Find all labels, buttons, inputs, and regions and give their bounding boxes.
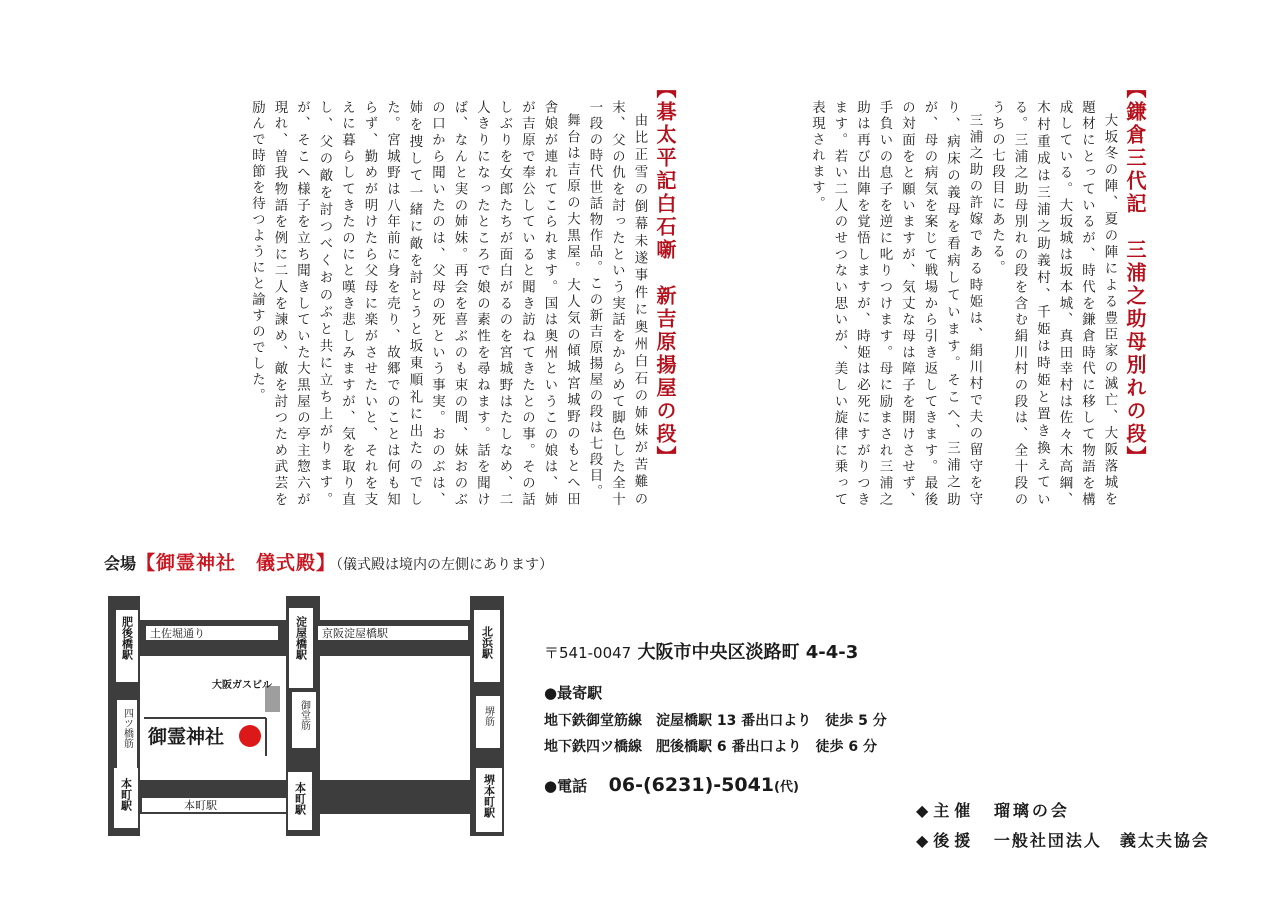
station-honmachi-left: 本町駅 [119, 778, 133, 811]
venue-label: 会場 [104, 554, 137, 573]
section-title: 【鎌倉三代記 三浦之助母別れの段】 [1123, 78, 1147, 469]
station-sakaisuji-honmachi: 堺本町駅 [482, 774, 496, 818]
section-body [805, 100, 1120, 508]
road-label-midosuji: 御堂筋 [298, 700, 310, 730]
venue-note: （儀式殿は境内の左側にあります） [336, 557, 554, 573]
shrine-marker [239, 725, 261, 747]
section-kamakura [755, 78, 1150, 508]
phone-suffix: (代) [774, 780, 799, 795]
access-line-1: 地下鉄御堂筋線 淀屋橋駅 13 番出口より 徒歩 5 分 [544, 713, 887, 729]
section-title: 【碁太平記白石噺 新吉原揚屋の段】 [653, 78, 677, 469]
access-line-2: 地下鉄四ツ橋線 肥後橋駅 6 番出口より 徒歩 6 分 [544, 739, 877, 755]
venue-heading [104, 548, 553, 575]
story-paragraph: 舞台は吉原の大黒屋。大人気の傾城宮城野のもとへ田舎娘が連れてこられます。国は奥州というこの娘は、姉が吉原で奉公していると聞き訪ねてきたとの事。その話しぶりを女郎たちが面白がるのを宮城野はたしなめ、二人きりになったところで娘の素性を尋ねます。話を聞けば、なんと実の姉妹。再会を喜ぶのも束の間、妹おのぶの口から聞いたのは、父母の死という事実。おのぶは、姉を捜して一緒に敵を討とうと坂東順礼に出たのでした。宮城野は八年前に身を売り、故郷でのことは何も知らず、勤めが明けたら父母に楽がさせたいと、それを支えに暮らしてきたのにと嘆き悲しみますが、気を取り直し、父の敵を討つべくおのぶと共に立ち上がります。が、そこへ様子を立ち聞きしていた大黒屋の亭主惣六が現れ、曽我物語を例に二人を諫め、敵を討つため武芸を励んで時節を待つようにと諭すのでした。 [249, 100, 580, 508]
story-paragraph: 三浦之助の許嫁である時姫は、絹川村で夫の留守を守り、病床の義母を看病しています。そこへ、三浦之助が、母の病気を案じて戦場から引き返してきます。最後の対面をと願いますが、気丈な母は障子を開けさせず、手負いの息子を逆に叱りつけます。母に励まされ三浦之助は再び出陣を覚悟しますが、時姫は必死にすがりつきます。若い二人のせつない思いが、美しい旋律に乗って表現されます。 [809, 100, 982, 508]
host-role: ◆主催 [916, 801, 976, 820]
station-yodoyabashi: 淀屋橋駅 [294, 616, 308, 660]
venue-name: 【御霊神社 儀式殿】 [136, 552, 337, 574]
organizer-support [916, 828, 1210, 851]
shrine-map-label: 御霊神社 [148, 726, 225, 748]
section-shiraishi [140, 78, 680, 508]
phone-number: 06-(6231)-5041 [608, 774, 775, 796]
phone-label: ●電話 [544, 777, 588, 795]
road-label-honmachi: 本町駅 [184, 799, 217, 812]
support-name: 一般社団法人 義太夫協会 [993, 831, 1210, 850]
station-higobashi: 肥後橋駅 [120, 616, 134, 660]
phone [544, 774, 799, 796]
access-heading: ●最寄駅 [544, 684, 603, 702]
address [544, 638, 858, 664]
station-honmachi-mid: 本町駅 [293, 782, 307, 815]
synopsis-paragraph: 大坂冬の陣、夏の陣による豊臣家の滅亡、大阪落城を題材にとっているが、時代を鎌倉時代に移して物語を構成している。大坂城は坂本城、真田幸村は佐々木高綱、木村重成は三浦之助義村、千姫は時姫と置き換えている。三浦之助母別れの段を含む絹川村の段は、全十段のうちの七段目にあたる。 [989, 100, 1117, 508]
postal-code: 〒541-0047 [544, 644, 632, 662]
road-label-yotsubashi: 四ツ橋筋 [121, 708, 133, 748]
road-label-keihan: 京阪淀屋橋駅 [322, 627, 388, 640]
organizer-host [916, 798, 1070, 821]
station-kitahama: 北浜駅 [480, 626, 494, 659]
host-name: 瑠璃の会 [993, 801, 1070, 820]
access-map [108, 596, 508, 836]
road-label-tosabori: 土佐堀通り [150, 627, 205, 640]
gas-building-label: 大阪ガスビル [212, 680, 272, 691]
support-role: ◆後援 [916, 831, 976, 850]
road-label-sakaisuji: 堺筋 [482, 706, 494, 726]
synopsis-paragraph: 由比正雪の倒幕未遂事件に奥州白石の姉妹が苦難の末、父の仇を討ったという実話をからめて脚色した全十一段の時代世話物作品。この新吉原揚屋の段は七段目。 [587, 100, 647, 508]
address-text: 大阪市中央区淡路町 4-4-3 [637, 642, 859, 663]
section-body [245, 100, 650, 508]
